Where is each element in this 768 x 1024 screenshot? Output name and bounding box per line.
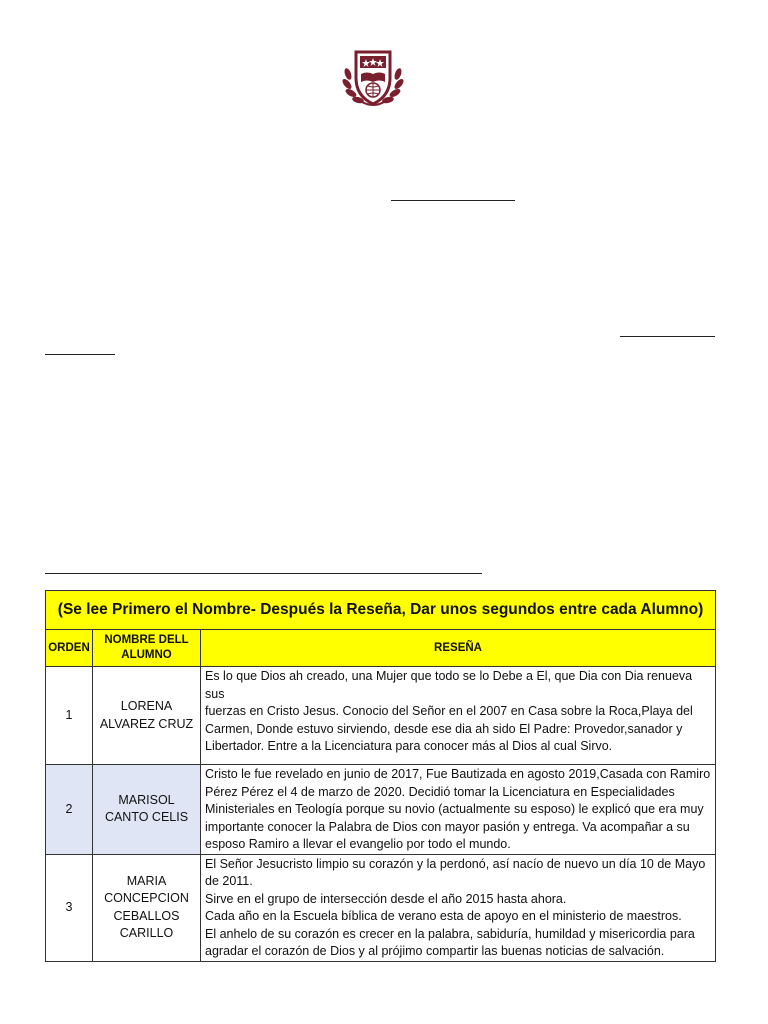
- review-line: Cristo le fue revelado en junio de 2017, Fue Bautizada en agosto 2019,Casada con Ramiro: [205, 767, 711, 781]
- column-header-review: RESEÑA: [201, 630, 716, 667]
- review-line: El Señor Jesucristo limpio su corazón y la perdonó, así nacío de nuevo un día 10 de Mayo: [205, 856, 706, 871]
- column-header-name-line1: NOMBRE DELL: [104, 634, 189, 646]
- review-line: esposo Ramiro a llevar el evangelio por todo el mundo.: [205, 837, 511, 851]
- order-cell: 1: [46, 667, 93, 765]
- order-cell: 3: [46, 854, 93, 961]
- school-crest-logo: [336, 44, 410, 108]
- review-line: importante conocer la Palabra de Dios con mayor pasión y entrega. Va acompañar a su: [205, 819, 690, 834]
- name-line: LORENA: [120, 699, 173, 713]
- table-row: [46, 854, 716, 961]
- name-line: CANTO CELIS: [104, 810, 189, 825]
- review-cell: [201, 667, 716, 765]
- review-line: Es lo que Dios ah creado, una Mujer que todo se lo Debe a El, que Dia con Dia renueva sus: [205, 669, 693, 701]
- table-row: [46, 765, 716, 855]
- review-line: El anhelo de su corazón es crecer en la palabra, sabiduría, humildad y misericordia para: [205, 926, 695, 941]
- order-cell: 2: [46, 765, 93, 855]
- review-line: de 2011.: [205, 874, 253, 888]
- table-header-row: [46, 630, 716, 667]
- underline-2: [620, 336, 715, 337]
- student-name-cell: [93, 854, 201, 961]
- name-line: CARILLO: [119, 926, 174, 940]
- name-line: ALVAREZ CRUZ: [99, 716, 194, 731]
- table-title: (Se lee Primero el Nombre- Después la Reseña, Dar unos segundos entre cada Alumno): [46, 591, 716, 630]
- table-row: [46, 667, 716, 765]
- name-line: CONCEPCION: [104, 891, 189, 905]
- review-line: Cada año en la Escuela bíblica de verano esta de apoyo en el ministerio de maestros.: [205, 909, 682, 923]
- column-header-order: ORDEN: [46, 630, 93, 667]
- underline-3: [45, 354, 115, 355]
- review-cell: [201, 765, 716, 855]
- student-name-cell: [93, 667, 201, 765]
- underline-1: [391, 200, 515, 201]
- column-header-name: [93, 630, 201, 667]
- review-line: Ministeriales en Teología porque su novio (actualmente su esposo) le explicó que era muy: [205, 802, 704, 816]
- underline-4: [45, 573, 482, 574]
- review-line: Carmen, Donde estuvo sirviendo, desde ese dia ah sido El Padre: Provedor,sanador y: [205, 721, 683, 736]
- review-line: Libertador. Entre a la Licenciatura para conocer más al Dios al cual Sirvo.: [205, 739, 613, 753]
- review-line: Pérez Pérez el 4 de marzo de 2020. Decidió tomar la Licenciatura en Especialidades: [205, 784, 675, 799]
- review-cell: [201, 854, 716, 961]
- name-line: MARIA: [126, 873, 167, 888]
- name-line: CEBALLOS: [113, 908, 180, 923]
- review-line: agradar el corazón de Dios y al prójimo compartir las buenas noticias de salvación.: [205, 944, 665, 958]
- student-name-cell: [93, 765, 201, 855]
- student-roster-table: [45, 590, 716, 962]
- name-line: MARISOL: [118, 792, 175, 807]
- review-line: Sirve en el grupo de intersección desde el año 2015 hasta ahora.: [205, 891, 567, 906]
- review-line: fuerzas en Cristo Jesus. Conocio del Señor en el 2007 en Casa sobre la Roca,Playa del: [205, 704, 693, 718]
- column-header-name-line2: ALUMNO: [121, 649, 172, 661]
